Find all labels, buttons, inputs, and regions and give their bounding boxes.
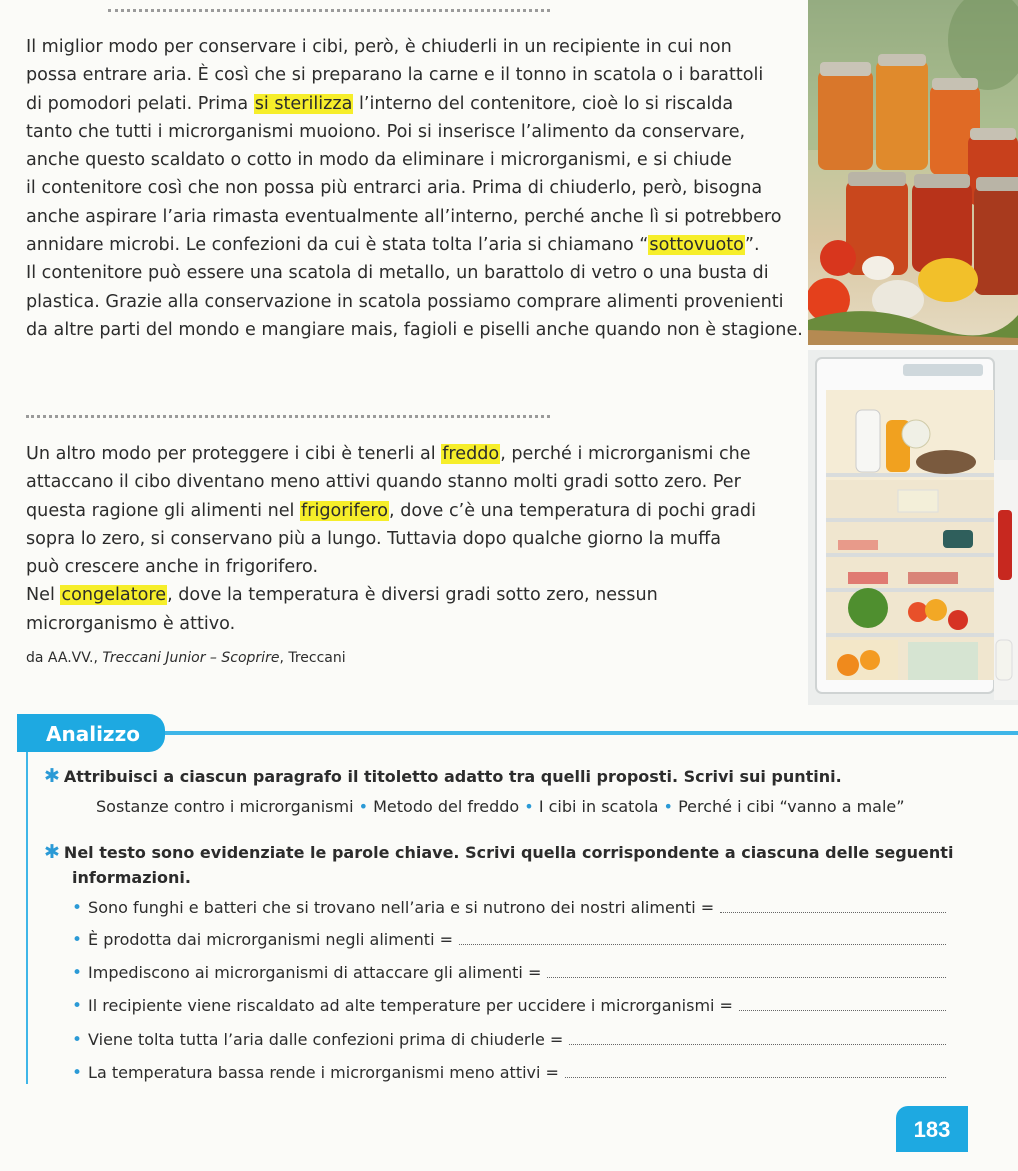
- question-1: ✱ Attribuisci a ciascun paragrafo il titoletto adatto tra quelli proposti. Scrivi sui puntini.: [44, 765, 842, 787]
- answer-item: [72, 898, 946, 918]
- text-segment: Un altro modo per proteggere i cibi è tenerli al: [26, 444, 442, 464]
- text-segment: sopra lo zero, si conservano più a lungo. Tuttavia dopo qualche giorno la muffa: [26, 528, 722, 549]
- text-line: [26, 61, 803, 89]
- keyword-highlight: congelatore: [61, 585, 167, 606]
- text-line: [26, 581, 756, 609]
- text-segment: , perché i microrganismi che: [500, 444, 751, 464]
- answer-item: [72, 930, 946, 950]
- item-text: La temperatura bassa rende i microrganismi meno attivi =: [88, 1063, 559, 1082]
- text-line: [26, 203, 803, 231]
- bullet-icon: •: [72, 930, 83, 950]
- answer-item: [72, 1030, 946, 1050]
- text-line: [26, 440, 756, 468]
- text-segment: annidare microbi. Le confezioni da cui è stata tolta l’aria si chiamano “: [26, 235, 649, 256]
- text-segment: tanto che tutti i microrganismi muoiono. Poi si inserisce l’alimento da conservare,: [26, 121, 746, 142]
- paragraph-cold-method: [26, 440, 756, 638]
- text-line: [26, 553, 756, 581]
- star-icon: ✱: [44, 765, 60, 787]
- text-line: [26, 259, 803, 287]
- text-line: [26, 33, 803, 61]
- text-segment: ”.: [744, 235, 760, 256]
- text-segment: anche questo scaldato o cotto in modo da eliminare i microrganismi, e si chiude: [26, 150, 732, 171]
- bullet-icon: •: [72, 996, 83, 1016]
- answer-blank[interactable]: [565, 1065, 946, 1078]
- answer-blank[interactable]: [547, 965, 946, 978]
- text-segment: questa ragione gli alimenti nel: [26, 500, 301, 521]
- answer-blank[interactable]: [720, 900, 946, 913]
- item-text: È prodotta dai microrganismi negli alimenti =: [88, 930, 454, 949]
- bullet-icon: •: [519, 797, 539, 816]
- answer-blank[interactable]: [739, 998, 946, 1011]
- text-segment: microrganismo è attivo.: [26, 613, 236, 634]
- keyword-highlight: freddo: [442, 444, 500, 464]
- bullet-icon: •: [72, 1030, 83, 1050]
- separator-middle: [26, 415, 550, 418]
- text-line: [26, 118, 803, 146]
- keyword-highlight: frigorifero: [301, 500, 389, 521]
- text-segment: possa entrare aria. È così che si preparano la carne e il tonno in scatola o i barattoli: [26, 65, 764, 86]
- text-line: [26, 316, 803, 344]
- text-segment: anche aspirare l’aria rimasta eventualmente all’interno, perché anche lì si potrebbero: [26, 206, 782, 227]
- answer-item: [72, 963, 946, 983]
- item-text: Sono funghi e batteri che si trovano nell’aria e si nutrono dei nostri alimenti =: [88, 898, 715, 917]
- title-option: Perché i cibi “vanno a male”: [678, 797, 905, 816]
- keyword-highlight: sottovuoto: [649, 235, 744, 256]
- answer-item: [72, 996, 946, 1016]
- source-citation: da AA.VV., Treccani Junior – Scoprire, Treccani: [26, 650, 346, 666]
- text-segment: l’interno del contenitore, cioè lo si riscalda: [353, 93, 734, 114]
- separator-top: [108, 9, 550, 12]
- preserved-jars-photo: [808, 0, 1018, 345]
- text-line: [26, 468, 756, 496]
- text-segment: Nel: [26, 585, 61, 606]
- bullet-icon: •: [72, 963, 83, 983]
- section-rule: [150, 731, 1018, 735]
- bullet-icon: •: [72, 1063, 83, 1083]
- item-text: Viene tolta tutta l’aria dalle confezioni prima di chiuderle =: [88, 1030, 564, 1049]
- text-segment: attaccano il cibo diventano meno attivi quando stanno molti gradi sotto zero. Per: [26, 472, 741, 493]
- text-line: [26, 610, 756, 638]
- page-number: 183: [896, 1106, 968, 1152]
- text-segment: può crescere anche in frigorifero.: [26, 557, 319, 578]
- paragraph-canned-food: [26, 33, 803, 344]
- title-option: Sostanze contro i microrganismi: [96, 797, 354, 816]
- fridge-photo: [808, 350, 1018, 705]
- text-segment: Il contenitore può essere una scatola di metallo, un barattolo di vetro o una busta di: [26, 263, 769, 284]
- answer-blank[interactable]: [569, 1032, 946, 1045]
- question-2: ✱ Nel testo sono evidenziate le parole chiave. Scrivi quella corrispondente a ciascuna delle seguenti informazioni.: [44, 841, 954, 887]
- text-segment: il contenitore così che non possa più entrarci aria. Prima di chiuderlo, però, bisogna: [26, 178, 763, 199]
- bullet-icon: •: [72, 898, 83, 918]
- star-icon: ✱: [44, 841, 60, 863]
- keyword-highlight: si sterilizza: [254, 93, 353, 114]
- text-line: [26, 231, 803, 259]
- text-segment: plastica. Grazie alla conservazione in scatola possiamo comprare alimenti provenienti: [26, 291, 784, 312]
- answer-item: [72, 1063, 946, 1083]
- title-option: Metodo del freddo: [373, 797, 520, 816]
- item-text: Impediscono ai microrganismi di attaccare gli alimenti =: [88, 963, 542, 982]
- text-segment: , dove c’è una temperatura di pochi gradi: [389, 500, 756, 521]
- item-text: Il recipiente viene riscaldato ad alte temperature per uccidere i microrganismi =: [88, 996, 733, 1015]
- text-segment: , dove la temperatura è diversi gradi sotto zero, nessun: [167, 585, 658, 606]
- section-title: Analizzo: [46, 722, 140, 746]
- section-sidebar-line: [26, 752, 28, 1084]
- text-line: [26, 525, 756, 553]
- text-segment: di pomodori pelati. Prima: [26, 93, 254, 114]
- text-line: [26, 146, 803, 174]
- text-line: [26, 174, 803, 202]
- bullet-icon: •: [658, 797, 679, 816]
- text-line: [26, 497, 756, 525]
- title-options: [96, 797, 905, 816]
- text-line: [26, 90, 803, 118]
- bullet-icon: •: [353, 797, 374, 816]
- text-segment: Il miglior modo per conservare i cibi, però, è chiuderli in un recipiente in cui non: [26, 37, 732, 57]
- text-line: [26, 288, 803, 316]
- answer-blank[interactable]: [459, 932, 946, 945]
- title-option: I cibi in scatola: [538, 797, 659, 816]
- text-segment: da altre parti del mondo e mangiare mais, fagioli e piselli anche quando non è stagione.: [26, 319, 803, 340]
